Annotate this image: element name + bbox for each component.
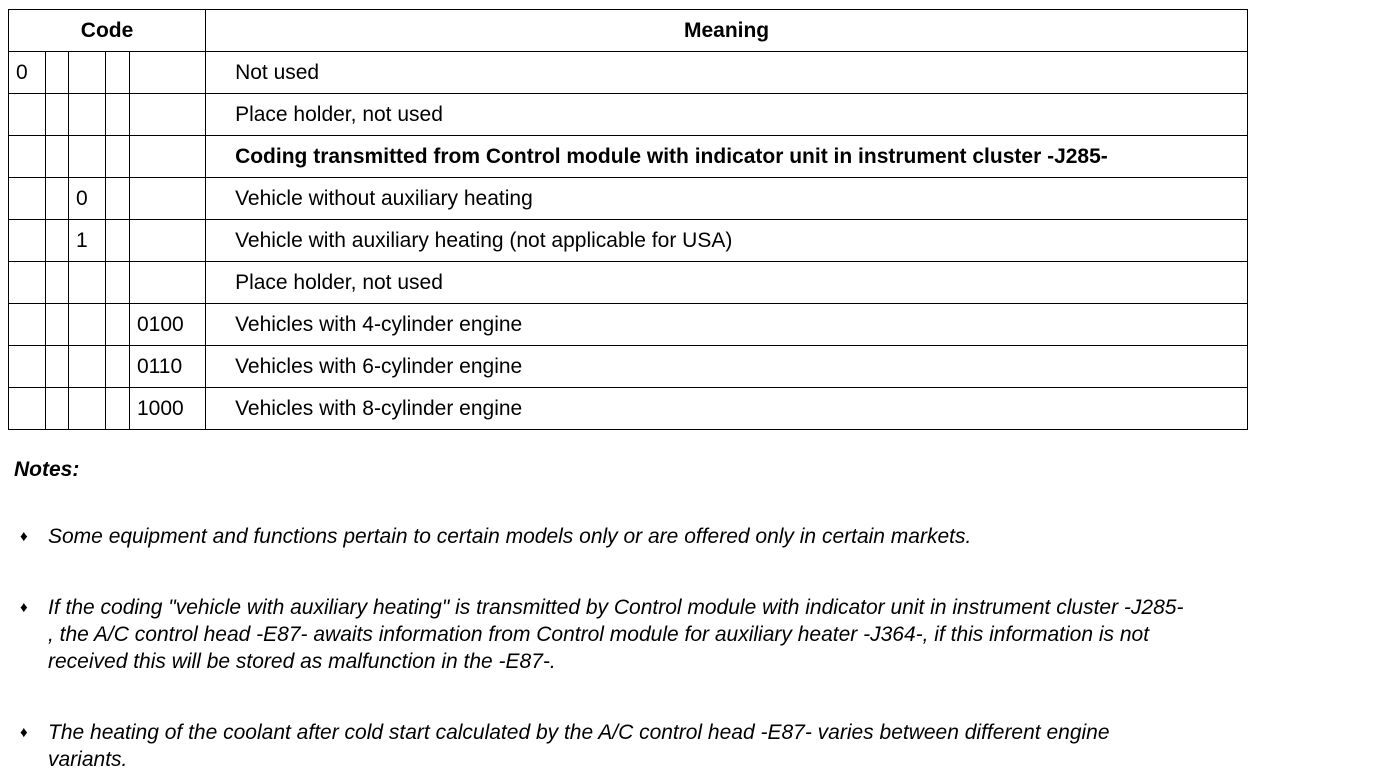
notes-section <box>14 458 1364 773</box>
code-cell-5: 0100 <box>130 304 206 346</box>
code-cell-2 <box>46 346 69 388</box>
note-item <box>14 719 1364 773</box>
code-cell-5 <box>130 94 206 136</box>
code-cell-3 <box>69 346 106 388</box>
meaning-cell: Vehicles with 8-cylinder engine <box>206 388 1248 430</box>
code-cell-4 <box>106 52 130 94</box>
code-cell-2 <box>46 220 69 262</box>
code-cell-4 <box>106 346 130 388</box>
code-cell-4 <box>106 304 130 346</box>
table-row <box>9 94 1248 136</box>
code-cell-5: 1000 <box>130 388 206 430</box>
coding-table <box>8 9 1248 430</box>
table-row <box>9 388 1248 430</box>
note-text: Some equipment and functions pertain to certain models only or are offered only in certain markets. <box>48 525 972 548</box>
code-cell-5 <box>130 220 206 262</box>
code-cell-5 <box>130 262 206 304</box>
code-cell-5 <box>130 52 206 94</box>
code-cell-4 <box>106 220 130 262</box>
code-cell-1 <box>9 388 46 430</box>
code-cell-3: 0 <box>69 178 106 220</box>
meaning-cell: Vehicle without auxiliary heating <box>206 178 1248 220</box>
table-header-row <box>9 10 1248 52</box>
code-cell-2 <box>46 136 69 178</box>
table-body <box>9 52 1248 430</box>
code-cell-1 <box>9 346 46 388</box>
diamond-bullet-icon: ♦ <box>20 528 28 545</box>
code-cell-4 <box>106 136 130 178</box>
code-cell-1 <box>9 262 46 304</box>
code-cell-3 <box>69 388 106 430</box>
diamond-bullet-icon: ♦ <box>20 599 28 616</box>
table-row <box>9 262 1248 304</box>
code-cell-2 <box>46 52 69 94</box>
note-item <box>14 594 1364 675</box>
note-text: The heating of the coolant after cold start calculated by the A/C control head -E87- varies between different engine variants. <box>48 721 1110 771</box>
meaning-cell: Place holder, not used <box>206 94 1248 136</box>
code-cell-1 <box>9 304 46 346</box>
code-cell-5 <box>130 136 206 178</box>
table-row <box>9 304 1248 346</box>
code-cell-4 <box>106 94 130 136</box>
meaning-header: Meaning <box>206 10 1248 52</box>
table-row <box>9 52 1248 94</box>
code-cell-1 <box>9 178 46 220</box>
code-cell-3 <box>69 52 106 94</box>
code-header: Code <box>9 10 206 52</box>
code-cell-3 <box>69 136 106 178</box>
code-cell-3: 1 <box>69 220 106 262</box>
code-cell-5 <box>130 178 206 220</box>
code-cell-2 <box>46 262 69 304</box>
meaning-cell: Coding transmitted from Control module with indicator unit in instrument cluster -J285- <box>206 136 1248 178</box>
meaning-cell: Not used <box>206 52 1248 94</box>
notes-title: Notes: <box>14 458 80 481</box>
meaning-cell: Vehicles with 4-cylinder engine <box>206 304 1248 346</box>
table-row <box>9 178 1248 220</box>
diamond-bullet-icon: ♦ <box>20 724 28 741</box>
note-text: If the coding "vehicle with auxiliary heating" is transmitted by Control module with indicator unit in instrument cluster -J285- , the A/C control head -E87- awaits information from Control module for auxiliary heater -J364-, if this information is not received this will be stored as malfunction in the -E87-. <box>48 596 1184 673</box>
code-cell-3 <box>69 304 106 346</box>
code-cell-1 <box>9 136 46 178</box>
table-row <box>9 220 1248 262</box>
code-cell-1: 0 <box>9 52 46 94</box>
code-cell-4 <box>106 262 130 304</box>
code-cell-3 <box>69 262 106 304</box>
table-row <box>9 346 1248 388</box>
code-cell-4 <box>106 178 130 220</box>
code-cell-2 <box>46 178 69 220</box>
meaning-cell: Place holder, not used <box>206 262 1248 304</box>
note-item <box>14 523 1364 550</box>
code-cell-2 <box>46 304 69 346</box>
meaning-cell: Vehicles with 6-cylinder engine <box>206 346 1248 388</box>
code-cell-2 <box>46 388 69 430</box>
code-cell-5: 0110 <box>130 346 206 388</box>
code-cell-4 <box>106 388 130 430</box>
code-cell-1 <box>9 94 46 136</box>
meaning-cell: Vehicle with auxiliary heating (not applicable for USA) <box>206 220 1248 262</box>
code-cell-3 <box>69 94 106 136</box>
code-cell-1 <box>9 220 46 262</box>
code-cell-2 <box>46 94 69 136</box>
table-row <box>9 136 1248 178</box>
